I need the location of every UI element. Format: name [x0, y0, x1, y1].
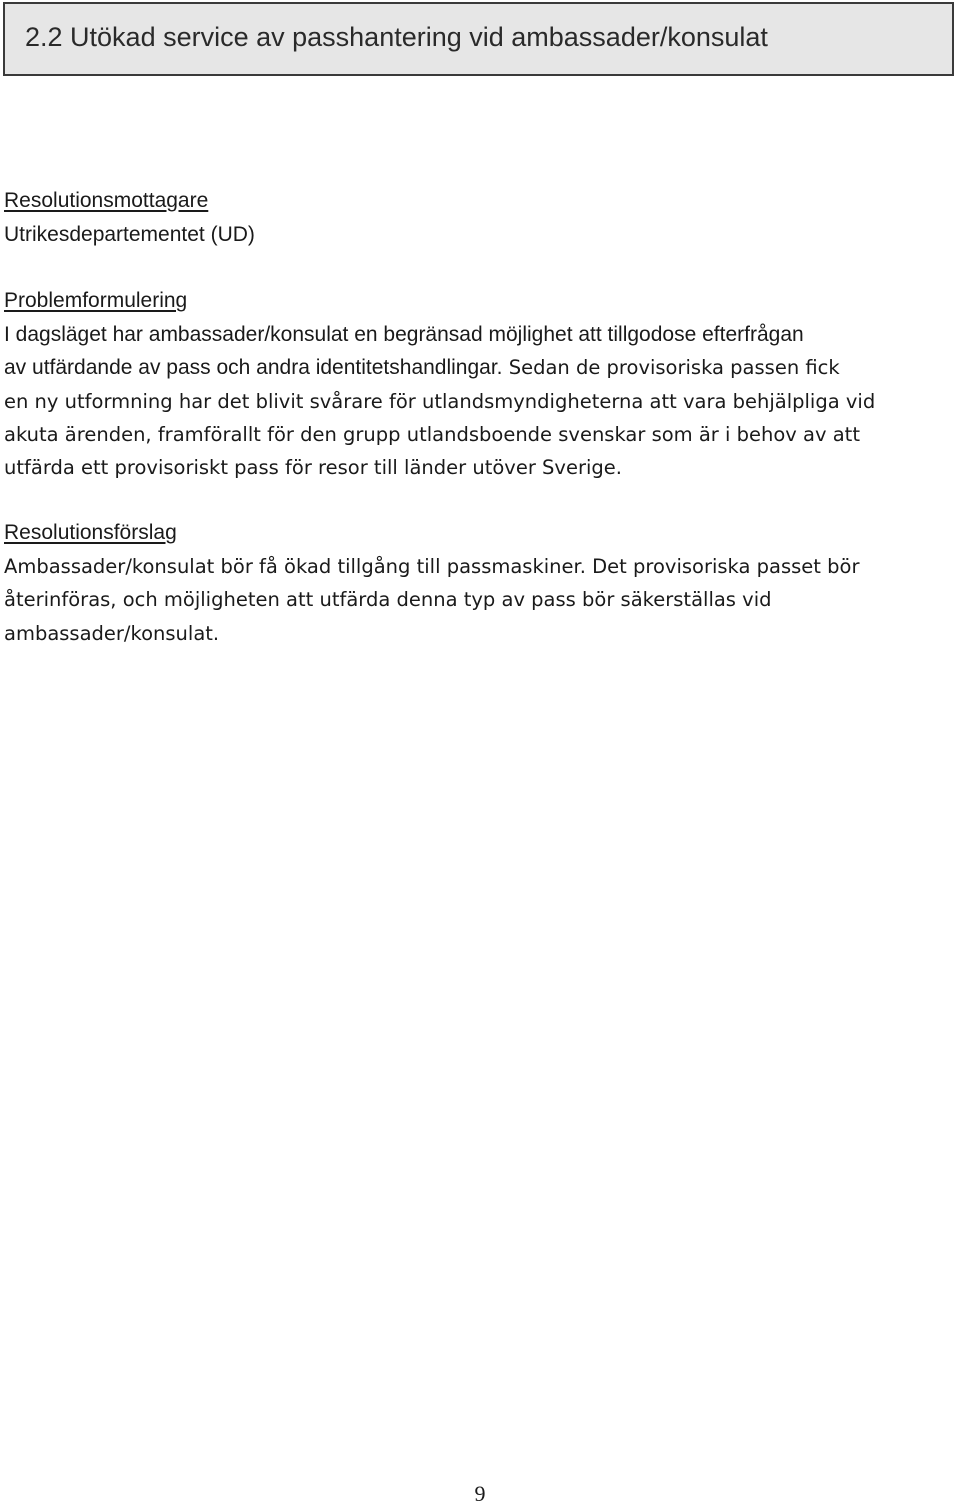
- proposal-section: [4, 516, 956, 650]
- recipient-section: [4, 184, 956, 252]
- page-number: 9: [474, 1481, 486, 1506]
- proposal-heading: Resolutionsförslag: [4, 521, 177, 544]
- proposal-line: Ambassader/konsulat bör få ökad tillgång till passmaskiner. Det provisoriska passet bör: [4, 555, 860, 578]
- problem-line: utfärda ett provisoriskt pass för resor till länder utöver Sverige.: [4, 456, 622, 480]
- problem-paragraph: [4, 318, 956, 484]
- problem-line: av utfärdande av pass och andra identitetshandlingar.: [4, 356, 503, 380]
- problem-line: akuta ärenden, framförallt för den grupp utlandsboende svenskar som är i behov av att: [4, 422, 860, 446]
- recipient-value: Utrikesdepartementet (UD): [4, 223, 255, 246]
- proposal-paragraph: [4, 550, 956, 650]
- problem-line: I dagsläget har ambassader/konsulat en begränsad möjlighet att tillgodose efterfrågan: [4, 323, 804, 346]
- problem-heading: Problemformulering: [4, 289, 188, 312]
- proposal-line: återinföras, och möjligheten att utfärda denna typ av pass bör säkerställas vid: [4, 588, 772, 612]
- recipient-heading: Resolutionsmottagare: [4, 189, 209, 212]
- problem-line: Sedan de provisoriska passen fick: [502, 356, 840, 380]
- problem-line: en ny utformning har det blivit svårare för utlandsmyndigheterna att vara behjälpliga vid: [4, 389, 876, 413]
- problem-section: [4, 284, 956, 484]
- section-title: 2.2 Utökad service av passhantering vid ambassader/konsulat: [25, 22, 768, 52]
- proposal-line: ambassader/konsulat.: [4, 621, 220, 645]
- section-title-box: [3, 2, 954, 76]
